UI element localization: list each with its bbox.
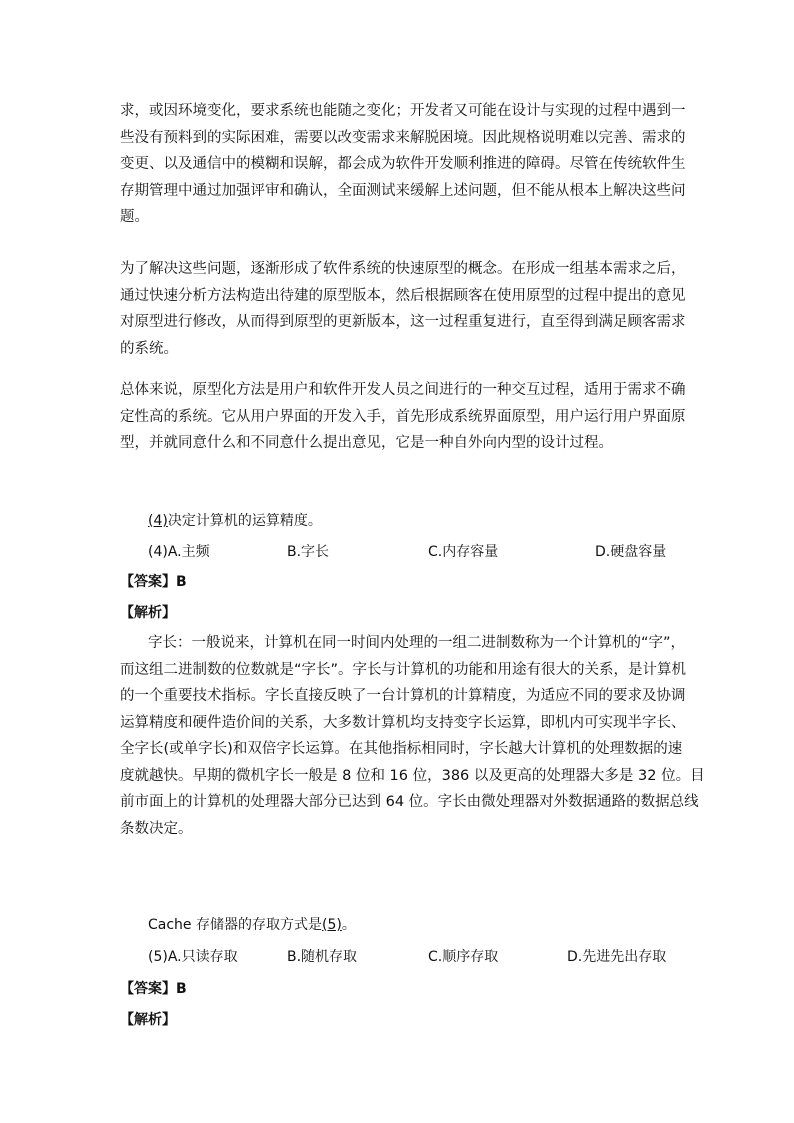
text-line: 通过快速分析方法构造出待建的原型版本，然后根据顾客在使用原型的过程中提出的意见 (120, 287, 686, 304)
text-line: 题。 (120, 209, 149, 225)
question-4-option-a: (4)A.主频 (148, 544, 210, 560)
text-line: 而这组二进制数的位数就是“字长”。字长与计算机的功能和用途有很大的关系，是计算机 (120, 661, 687, 678)
question-5-analysis-label: 【解析】 (120, 1012, 176, 1028)
question-4-option-b: B.字长 (287, 544, 330, 560)
answer-label: 【答案】 (120, 574, 176, 590)
intro-paragraph-2 (120, 256, 686, 362)
question-5-end: 。 (341, 917, 356, 933)
question-4-answer (120, 571, 187, 591)
question-5-option-b: B.随机存取 (287, 949, 358, 965)
question-4-option-d: D.硬盘容量 (595, 544, 667, 560)
intro-paragraph-3 (120, 377, 686, 457)
answer-value: B (176, 981, 187, 997)
text-line: 存期管理中通过加强评审和确认，全面测试来缓解上述问题，但不能从根本上解决这些问 (120, 182, 686, 199)
text-line: 求，或因环境变化，要求系统也能随之变化；开发者又可能在设计与实现的过程中遇到一 (120, 103, 686, 119)
text-line: 总体来说，原型化方法是用户和软件开发人员之间进行的一种交互过程，适用于需求不确 (120, 382, 686, 398)
answer-value: B (176, 574, 187, 590)
question-4-analysis (120, 630, 705, 842)
question-4-stem (148, 510, 322, 530)
question-5-stem (148, 914, 356, 934)
question-4-text: 决定计算机的运算精度。 (167, 513, 322, 529)
question-4-option-c: C.内存容量 (428, 544, 499, 560)
text-line: 字长：一般说来，计算机在同一时间内处理的一组二进制数称为一个计算机的“字”， (148, 635, 686, 651)
text-line: 定性高的系统。它从用户界面的开发入手，首先形成系统界面原型，用户运行用户界面原 (120, 408, 686, 425)
intro-paragraph-1 (120, 98, 686, 231)
text-line: 前市面上的计算机的处理器大部分已达到 64 位。字长由微处理器对外数据通路的数据总线 (120, 794, 699, 810)
question-4-analysis-label: 【解析】 (120, 605, 176, 621)
text-line: 对原型进行修改，从而得到原型的更新版本，这一过程重复进行，直至得到满足顾客需求 (120, 314, 686, 330)
text-line: 变更、以及通信中的模糊和误解，都会成为软件开发顺利推进的障碍。尽管在传统软件生 (120, 156, 686, 172)
question-5-blank: (5) (322, 917, 342, 933)
text-line: 些没有预料到的实际困难，需要以改变需求来解脱困境。因此规格说明难以完善、需求的 (120, 129, 686, 146)
text-line: 型，并就同意什么和不同意什么提出意见，它是一种自外向内型的设计过程。 (120, 435, 613, 451)
question-5-text: Cache 存储器的存取方式是 (148, 917, 322, 933)
answer-label: 【答案】 (120, 981, 176, 997)
question-5-option-a: (5)A.只读存取 (148, 949, 238, 965)
text-line: 的一个重要技术指标。字长直接反映了一台计算机的计算精度，为适应不同的要求及协调 (120, 688, 686, 704)
question-5-option-c: C.顺序存取 (428, 949, 499, 965)
question-5-option-d: D.先进先出存取 (567, 949, 667, 965)
text-line: 为了解决这些问题，逐渐形成了软件系统的快速原型的概念。在形成一组基本需求之后， (120, 261, 686, 277)
text-line: 的系统。 (120, 340, 178, 357)
text-line: 全字长(或单字长)和双倍字长运算。在其他指标相同时，字长越大计算机的处理数据的速 (120, 741, 683, 757)
text-line: 度就越快。早期的微机字长一般是 8 位和 16 位，386 以及更高的处理器大多是 32 位。目 (120, 767, 705, 784)
question-5-answer (120, 978, 187, 998)
text-line: 条数决定。 (120, 820, 193, 837)
text-line: 运算精度和硬件造价间的关系，大多数计算机均支持变字长运算，即机内可实现半字长、 (120, 714, 686, 731)
question-4-blank: (4) (148, 513, 168, 529)
